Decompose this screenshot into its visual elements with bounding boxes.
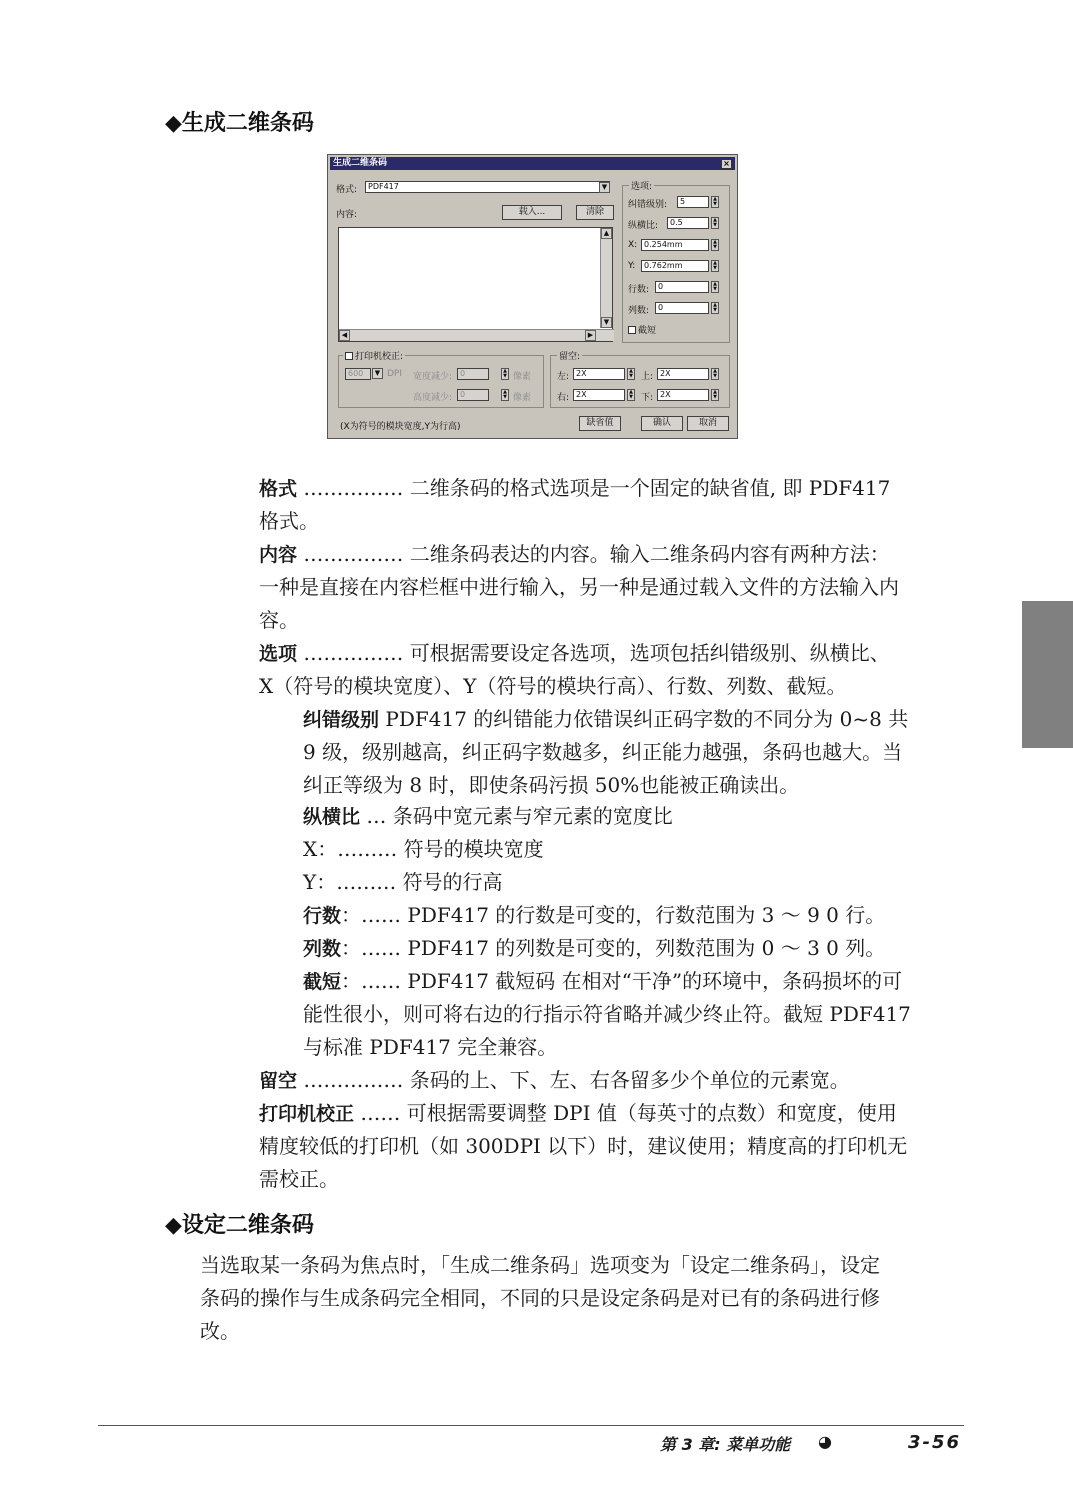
top-margin-label: 上: (641, 372, 654, 382)
dpi-select[interactable]: 600 (345, 368, 371, 380)
right-margin-label: 右: (557, 393, 570, 403)
desc-x (303, 837, 544, 861)
pixel-unit-label: 像素 (513, 372, 532, 382)
ecc-input[interactable]: 5 (677, 196, 709, 208)
section2-line1: 当选取某一条码为焦点时，「生成二维条码」选项变为「设定二维条码」，设定 (200, 1253, 880, 1277)
desc-content-line2: 一种是直接在内容栏框中进行输入，另一种是通过载入文件的方法输入内 (259, 575, 899, 599)
width-reduce-input[interactable]: 0 (457, 368, 489, 380)
term-printer: 打印机校正 (259, 1103, 355, 1125)
text: PDF417 的行数是可变的，行数范围为 3 ～ 9 0 行。 (407, 903, 886, 927)
default-button[interactable]: 缺省值 (579, 416, 621, 431)
rows-label: 行数: (628, 285, 650, 295)
text: PDF417 的纠错能力依错误纠正码字数的不同分为 0~8 共 (385, 707, 909, 731)
text: 符号的行高 (402, 870, 503, 894)
dialog-note: (X为符号的模块宽度,Y为行高) (340, 422, 461, 432)
dpi-label: DPI (387, 369, 403, 379)
desc-format-line2: 格式。 (259, 509, 319, 533)
scroll-up-icon[interactable]: ▲ (601, 228, 612, 239)
ecc-spinner-icon[interactable]: ▲ ▼ (711, 196, 719, 208)
x-spinner-icon[interactable]: ▲ ▼ (711, 239, 719, 251)
generate-2d-barcode-dialog (327, 154, 738, 439)
ratio-label: 纵横比: (628, 221, 659, 231)
margin-group (550, 352, 730, 408)
term-format: 格式 (259, 478, 298, 500)
page-number: 3-56 (908, 1432, 962, 1453)
close-icon[interactable]: × (721, 159, 732, 169)
dots: … (366, 804, 387, 828)
printer-calibration-group (338, 352, 544, 408)
desc-truncate-line2: 能性很小，则可将右边的行指示符省略并减少终止符。截短 PDF417 (303, 1002, 911, 1026)
term-content: 内容 (259, 544, 298, 566)
text: PDF417 的列数是可变的，列数范围为 0 ～ 3 0 列。 (407, 936, 886, 960)
options-group (622, 182, 730, 343)
chapter-side-tab (1022, 601, 1073, 748)
desc-printer-line3: 需校正。 (259, 1167, 339, 1191)
desc-ecc-line1 (303, 707, 908, 732)
text: 可根据需要设定各选项，选项包括纠错级别、纵横比、 (409, 641, 890, 665)
truncate-checkbox[interactable] (628, 323, 656, 336)
bottom-margin-input[interactable]: 2X (657, 389, 709, 401)
clear-button[interactable]: 清除 (576, 205, 614, 220)
height-reduce-input[interactable]: 0 (457, 389, 489, 401)
term-ratio: 纵横比 (303, 806, 361, 828)
section-heading-generate: ◆生成二维条码 (165, 111, 314, 136)
left-margin-spinner-icon[interactable]: ▲ ▼ (627, 368, 635, 380)
pixel-unit-label: 像素 (513, 393, 532, 403)
y-spinner-icon[interactable]: ▲ ▼ (711, 260, 719, 272)
term-cols: 列数 (303, 938, 342, 960)
truncate-label: 截短 (638, 326, 657, 336)
term-options: 选项 (259, 643, 298, 665)
desc-ecc-line3: 纠正等级为 8 时，即使条码污损 50%也能被正确读出。 (303, 773, 800, 797)
term-truncate: 截短 (303, 971, 342, 993)
load-button[interactable]: 载入... (502, 205, 562, 220)
text: 二维条码的格式选项是一个固定的缺省值, 即 PDF417 (409, 476, 891, 500)
format-label: 格式: (336, 185, 358, 195)
y-input[interactable]: 0.762mm (641, 260, 709, 272)
left-margin-input[interactable]: 2X (573, 368, 625, 380)
cols-label: 列数: (628, 306, 650, 316)
scroll-left-icon[interactable]: ◀ (339, 330, 350, 341)
term-rows: 行数 (303, 905, 342, 927)
desc-rows (303, 903, 885, 928)
top-margin-spinner-icon[interactable]: ▲ ▼ (711, 368, 719, 380)
rows-input[interactable]: 0 (655, 281, 709, 293)
dialog-title: 生成二维条码 (333, 158, 388, 168)
width-reduce-label: 宽度减少: (413, 372, 453, 382)
desc-format-line1 (259, 476, 890, 501)
dots: …………… (303, 641, 404, 665)
rows-spinner-icon[interactable]: ▲ ▼ (711, 281, 719, 293)
scroll-right-icon[interactable]: ▶ (585, 330, 596, 341)
term-margin: 留空 (259, 1070, 298, 1092)
dialog-titlebar (330, 157, 735, 170)
margin-group-label: 留空: (557, 349, 582, 362)
checkbox-icon[interactable] (345, 352, 353, 360)
desc-options-line2: X（符号的模块宽度）、Y（符号的模块行高）、行数、列数、截短。 (259, 674, 847, 698)
ok-button[interactable]: 确认 (641, 416, 683, 431)
footer-rule (98, 1425, 964, 1426)
desc-truncate-line3: 与标准 PDF417 完全兼容。 (303, 1035, 558, 1059)
text: PDF417 截短码 在相对“干净”的环境中，条码损坏的可 (407, 969, 903, 993)
desc-printer-line1 (259, 1101, 897, 1126)
term-y: Y：……… (303, 870, 397, 894)
height-reduce-label: 高度减少: (413, 393, 453, 403)
printer-calibration-checkbox[interactable] (343, 349, 405, 362)
ecc-label: 纠错级别: (628, 200, 668, 210)
desc-options-line1 (259, 641, 890, 666)
text: 二维条码表达的内容。输入二维条码内容有两种方法： (409, 542, 890, 566)
section2-line2: 条码的操作与生成条码完全相同，不同的只是设定条码是对已有的条码进行修 (200, 1286, 880, 1310)
text: 条码的上、下、左、右各留多少个单位的元素宽。 (409, 1068, 850, 1092)
text: 条码中宽元素与窄元素的宽度比 (392, 804, 673, 828)
desc-cols (303, 936, 885, 961)
chapter-pie-icon: ◕ (818, 1432, 832, 1451)
cols-spinner-icon[interactable]: ▲ ▼ (711, 302, 719, 314)
dots: ：…… (341, 936, 402, 960)
dots: ：…… (341, 903, 402, 927)
desc-margin (259, 1068, 850, 1093)
section2-line3: 改。 (200, 1319, 240, 1343)
desc-truncate-line1 (303, 969, 902, 994)
cancel-button[interactable]: 取消 (687, 416, 729, 431)
bottom-margin-label: 下: (641, 393, 654, 403)
format-select[interactable]: PDF417 (365, 181, 610, 193)
options-group-label: 选项: (629, 179, 654, 192)
term-ecc: 纠错级别 (303, 709, 380, 731)
vertical-scrollbar[interactable] (600, 228, 612, 328)
dots: …………… (303, 476, 404, 500)
scroll-down-icon[interactable]: ▼ (601, 317, 612, 328)
right-margin-spinner-icon[interactable]: ▲ ▼ (627, 389, 635, 401)
dots: …… (360, 1101, 401, 1125)
height-reduce-spinner-icon[interactable]: ▲ ▼ (501, 389, 509, 401)
x-label: X: (628, 240, 638, 250)
content-label: 内容: (336, 210, 358, 220)
section-heading-set: ◆设定二维条码 (165, 1213, 314, 1238)
y-label: Y: (628, 261, 636, 271)
ratio-input[interactable]: 0.5 (667, 217, 709, 229)
text: 可根据需要调整 DPI 值（每英寸的点数）和宽度，使用 (406, 1101, 897, 1125)
printer-calibration-label: 打印机校正: (355, 352, 404, 362)
desc-y (303, 870, 503, 894)
desc-ecc-line2: 9 级，级别越高，纠正码字数越多，纠正能力越强，条码也越大。当 (303, 740, 903, 764)
left-margin-label: 左: (557, 372, 570, 382)
dots: …………… (303, 1068, 404, 1092)
content-textarea[interactable] (338, 227, 613, 342)
chevron-down-icon[interactable]: ▼ (599, 182, 610, 193)
top-margin-input[interactable]: 2X (657, 368, 709, 380)
bottom-margin-spinner-icon[interactable]: ▲ ▼ (711, 389, 719, 401)
dots: …………… (303, 542, 404, 566)
ratio-spinner-icon[interactable]: ▲ ▼ (711, 217, 719, 229)
checkbox-icon[interactable] (628, 326, 636, 334)
dots: ：…… (341, 969, 402, 993)
cols-input[interactable]: 0 (655, 302, 709, 314)
chevron-down-icon[interactable]: ▼ (372, 368, 383, 379)
desc-printer-line2: 精度较低的打印机（如 300DPI 以下）时，建议使用；精度高的打印机无 (259, 1134, 908, 1158)
desc-ratio (303, 804, 673, 829)
horizontal-scrollbar[interactable] (339, 329, 614, 341)
desc-content-line3: 容。 (259, 608, 299, 632)
width-reduce-spinner-icon[interactable]: ▲ ▼ (501, 368, 509, 380)
term-x: X：……… (303, 837, 398, 861)
desc-content-line1 (259, 542, 890, 567)
footer-chapter: 第 3 章: 菜单功能 (660, 1435, 791, 1454)
right-margin-input[interactable]: 2X (573, 389, 625, 401)
text: 符号的模块宽度 (403, 837, 544, 861)
x-input[interactable]: 0.254mm (641, 239, 709, 251)
